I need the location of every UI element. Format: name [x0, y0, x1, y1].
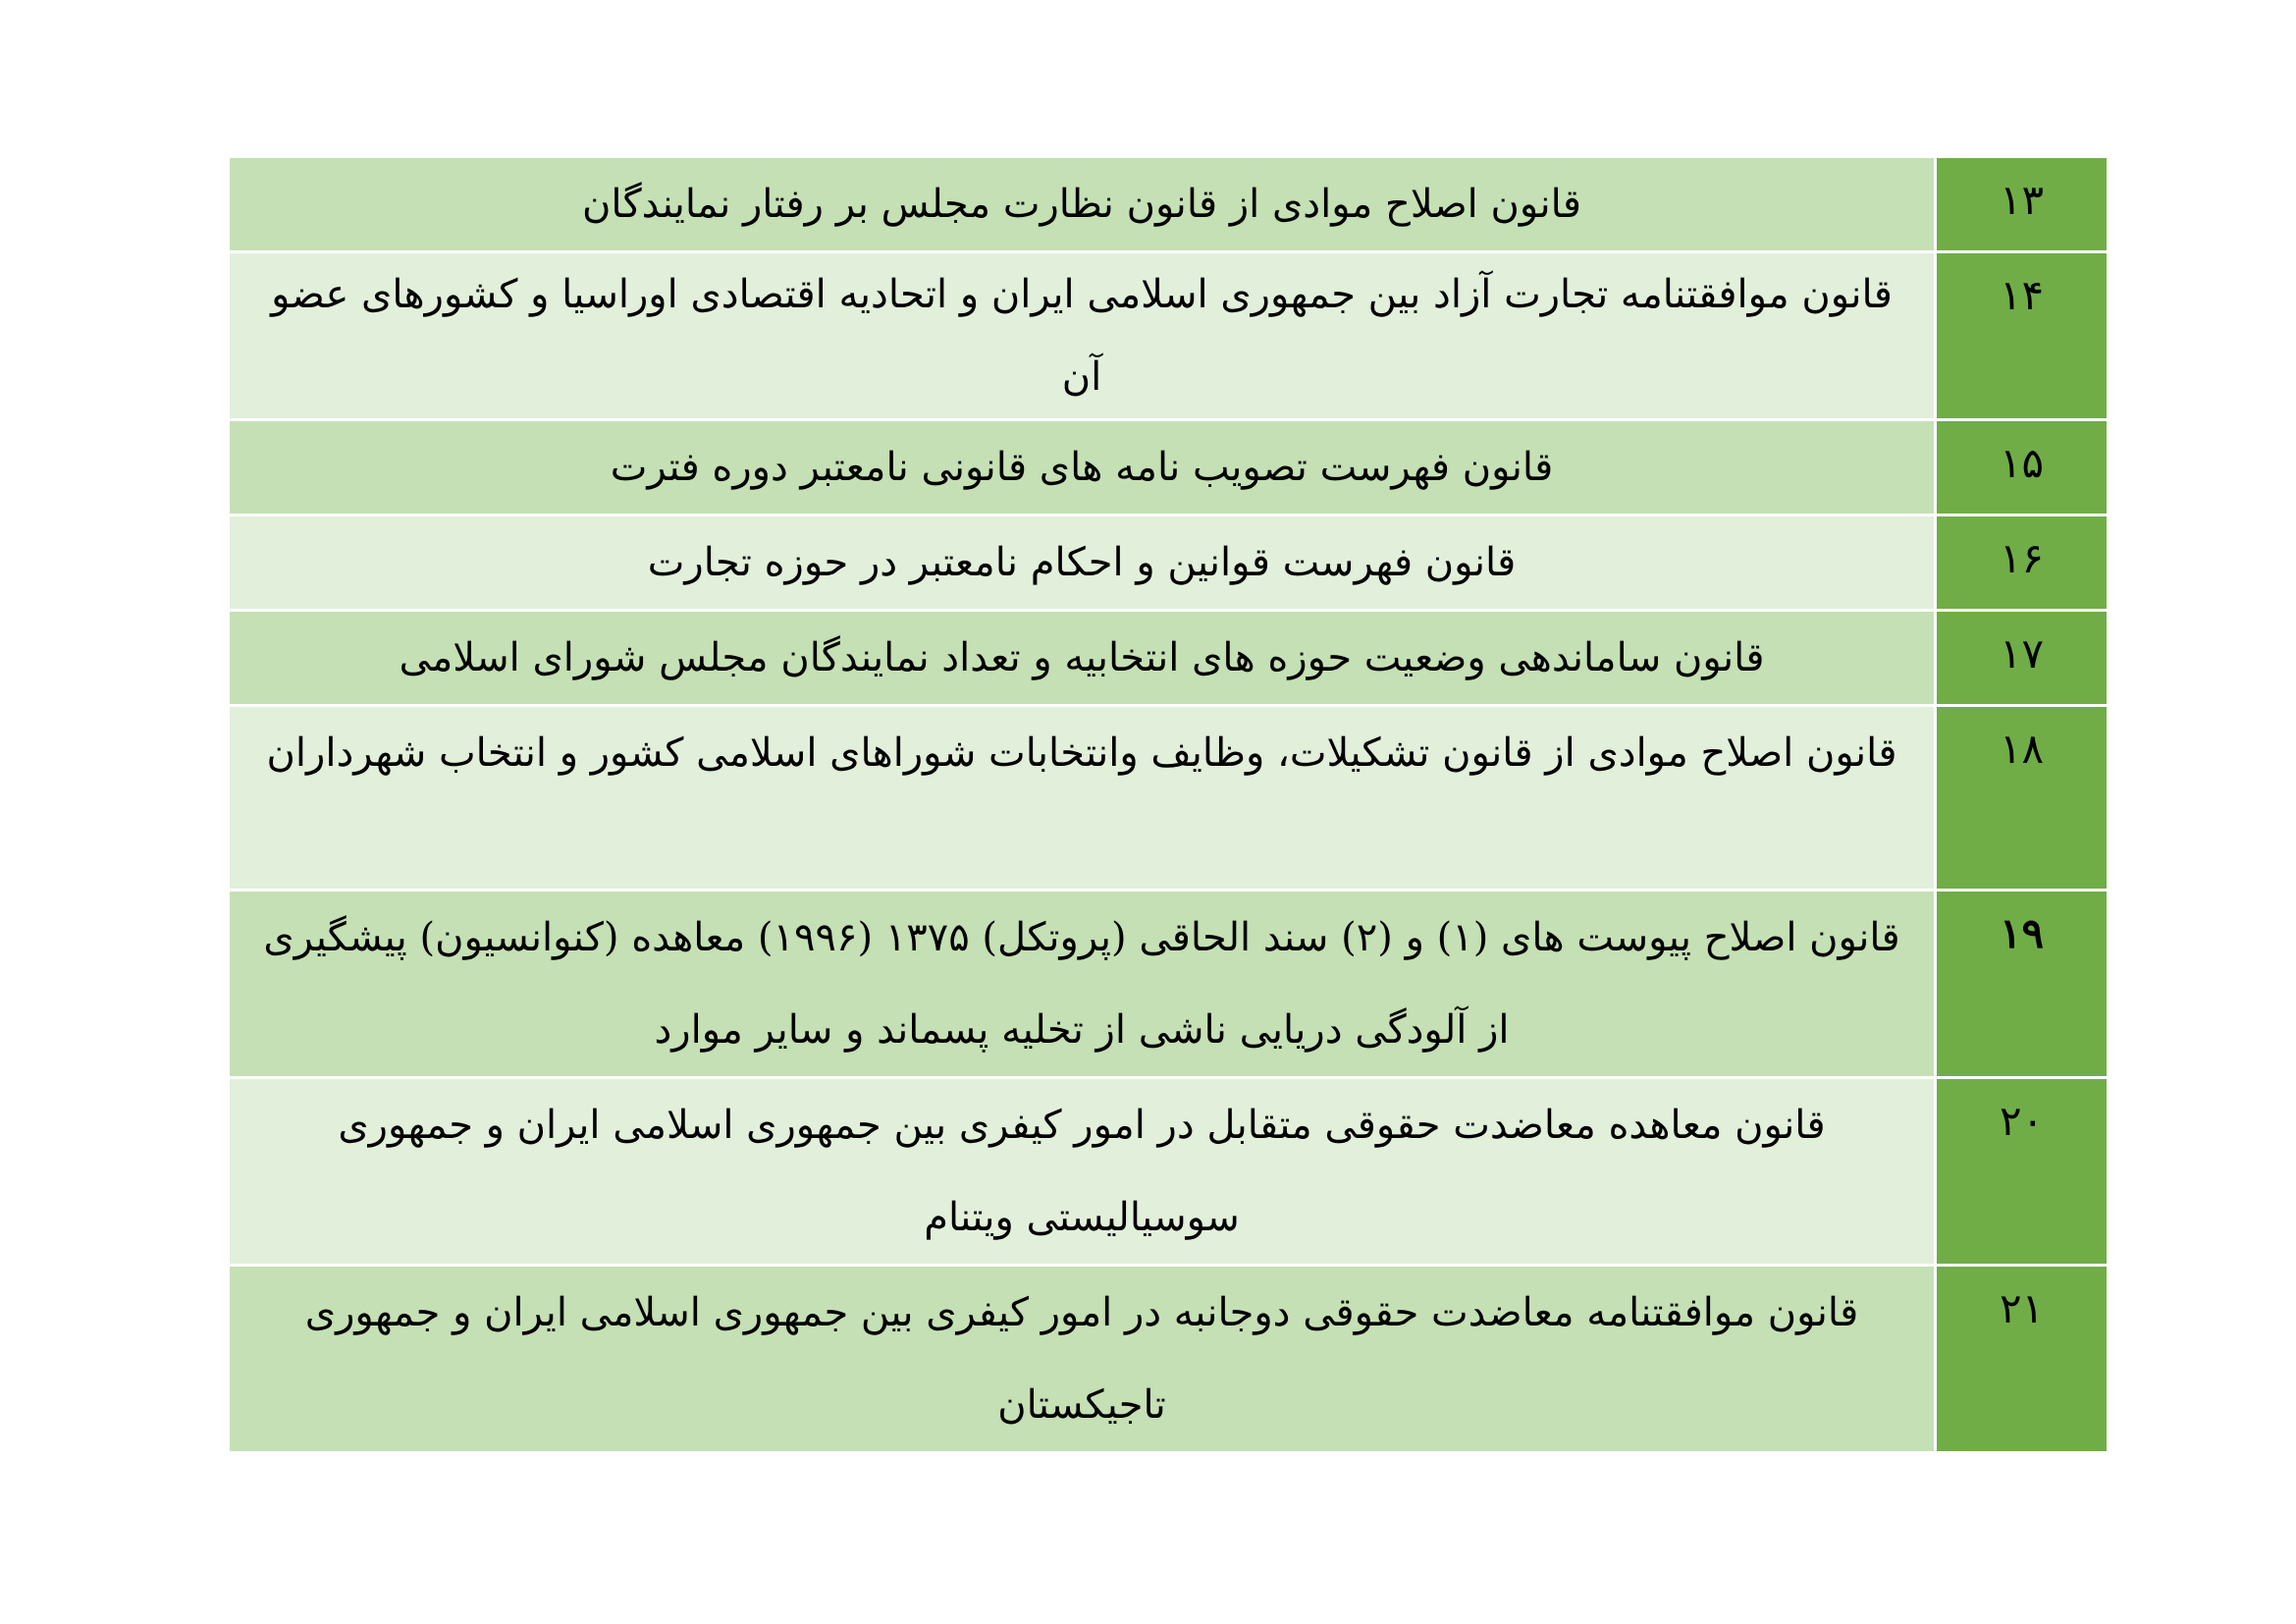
law-title: قانون اصلاح موادی از قانون تشکیلات، وظایف وانتخابات شوراهای اسلامی کشور و انتخاب شهرداران	[229, 706, 1936, 891]
row-number: ۱۷	[1936, 611, 2109, 706]
row-number: ۱۶	[1936, 515, 2109, 611]
row-number: ۱۳	[1936, 157, 2109, 252]
table-row	[229, 891, 2109, 1078]
table-row	[229, 515, 2109, 611]
law-title: قانون موافقتنامه معاضدت حقوقی دوجانبه در امور کیفری بین جمهوری اسلامی ایران و جمهوری تاجیکستان	[229, 1266, 1936, 1453]
table-row	[229, 1266, 2109, 1453]
table-row	[229, 420, 2109, 515]
law-title: قانون موافقتنامه تجارت آزاد بین جمهوری اسلامی ایران و اتحادیه اقتصادی اوراسیا و کشورهای عضو آن	[229, 252, 1936, 420]
row-number: ۲۱	[1936, 1266, 2109, 1453]
table-row	[229, 611, 2109, 706]
table-row	[229, 252, 2109, 420]
row-number: ۱۹	[1936, 891, 2109, 1078]
law-title: قانون ساماندهی وضعیت حوزه های انتخابیه و تعداد نمایندگان مجلس شورای اسلامی	[229, 611, 1936, 706]
row-number: ۱۵	[1936, 420, 2109, 515]
law-title: قانون فهرست قوانین و احکام نامعتبر در حوزه تجارت	[229, 515, 1936, 611]
law-title: قانون معاهده معاضدت حقوقی متقابل در امور کیفری بین جمهوری اسلامی ایران و جمهوری سوسیالیستی ویتنام	[229, 1078, 1936, 1266]
row-number: ۲۰	[1936, 1078, 2109, 1266]
table-row	[229, 1078, 2109, 1266]
law-title: قانون فهرست تصویب نامه های قانونی نامعتبر دوره فترت	[229, 420, 1936, 515]
row-number: ۱۴	[1936, 252, 2109, 420]
table-row	[229, 157, 2109, 252]
laws-table	[227, 155, 2109, 1454]
table-row	[229, 706, 2109, 891]
law-title: قانون اصلاح پیوست های (۱) و (۲) سند الحاقی (پروتکل) ۱۳۷۵ (۱۹۹۶) معاهده (کنوانسیون) پیشگیری از آلودگی دریایی ناشی از تخلیه پسماند و سایر موارد	[229, 891, 1936, 1078]
law-title: قانون اصلاح موادی از قانون نظارت مجلس بر رفتار نمایندگان	[229, 157, 1936, 252]
row-number: ۱۸	[1936, 706, 2109, 891]
